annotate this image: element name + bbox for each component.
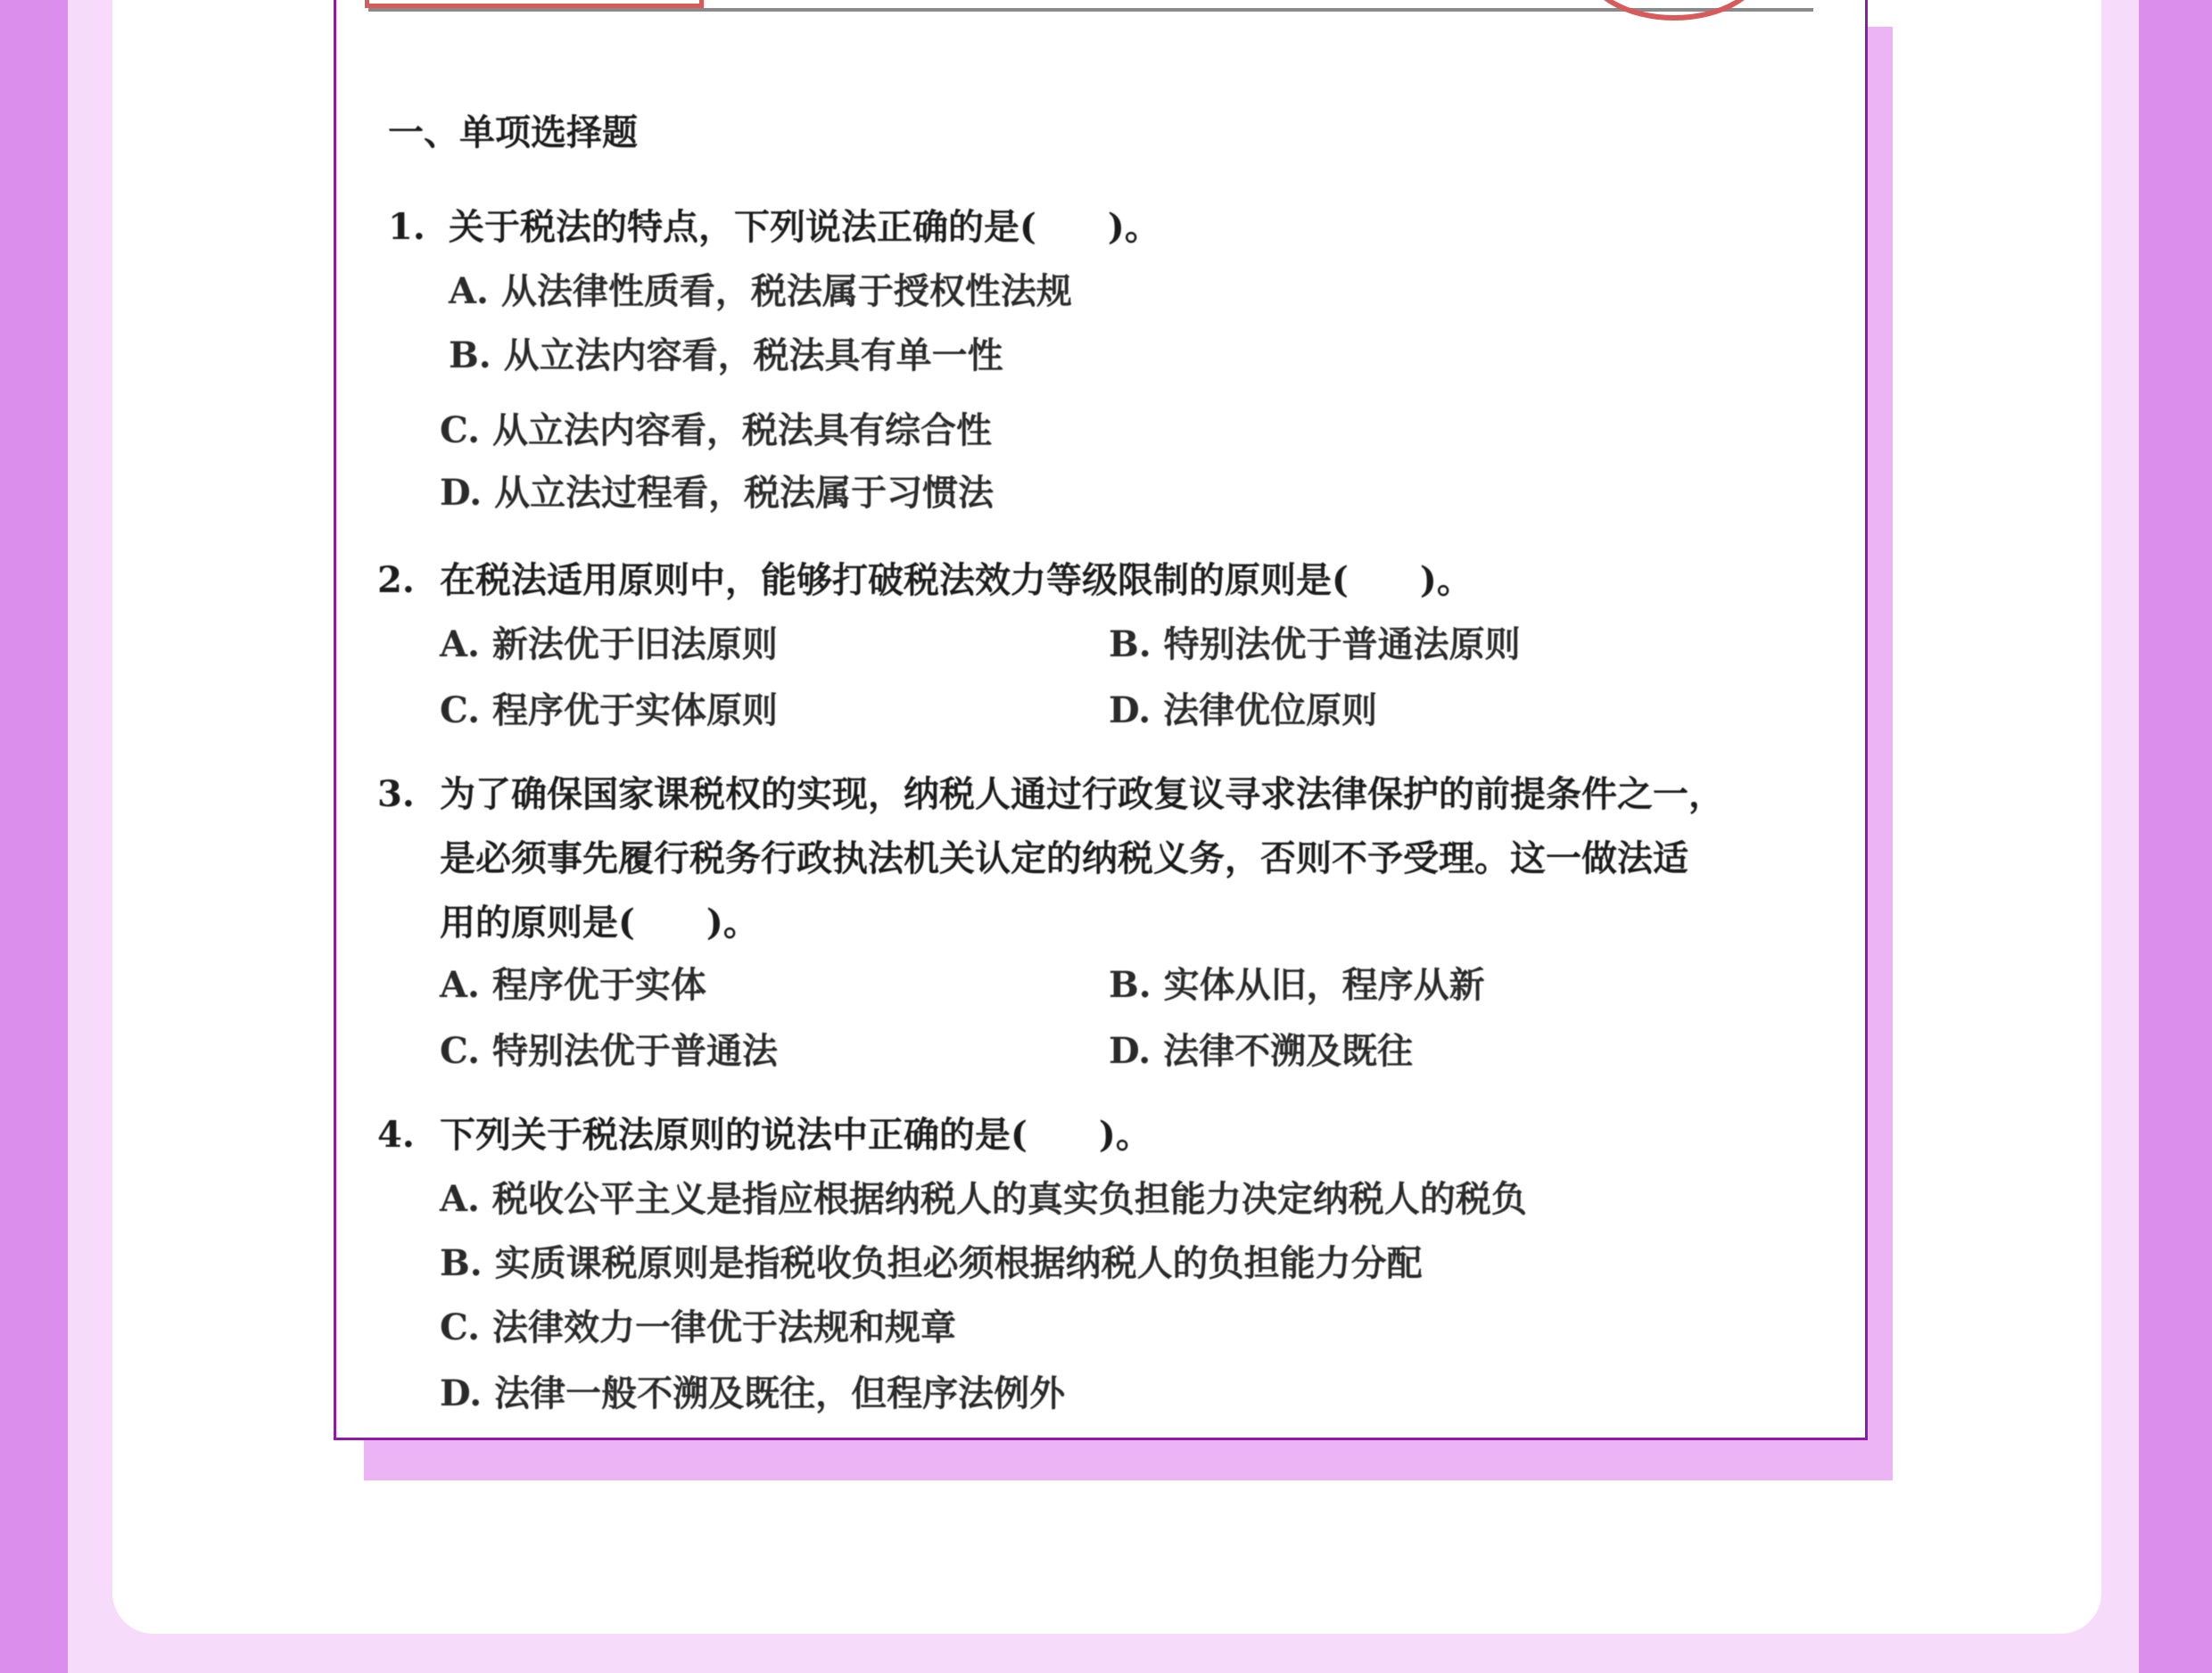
question-number: 2. bbox=[377, 559, 415, 601]
question-number: 1. bbox=[388, 206, 425, 248]
question-stem: 为了确保国家课税权的实现，纳税人通过行政复议寻求法律保护的前提条件之一， bbox=[440, 773, 1724, 815]
question-option: B. 实质课税原则是指税收负担必须根据纳税人的负担能力分配 bbox=[440, 1242, 1423, 1284]
question-option: B. 特别法优于普通法原则 bbox=[1109, 623, 1521, 665]
question-stem: 是必须事先履行税务行政执法机关认定的纳税义务，否则不予受理。这一做法适 bbox=[440, 837, 1688, 879]
question-option: D. 从立法过程看，税法属于习惯法 bbox=[440, 472, 995, 514]
question-number: 3. bbox=[377, 773, 415, 815]
question-option: A. 从法律性质看，税法属于授权性法规 bbox=[449, 270, 1072, 312]
question-option: A. 程序优于实体 bbox=[440, 964, 706, 1006]
question-stem: 下列关于税法原则的说法中正确的是( )。 bbox=[440, 1114, 1151, 1156]
question-option: C. 特别法优于普通法 bbox=[440, 1030, 778, 1072]
question-option: C. 从立法内容看，税法具有综合性 bbox=[440, 409, 992, 451]
question-option: D. 法律不溯及既往 bbox=[1109, 1030, 1414, 1072]
question-number: 4. bbox=[377, 1114, 415, 1156]
question-option: A. 新法优于旧法原则 bbox=[440, 623, 778, 665]
question-option: B. 从立法内容看，税法具有单一性 bbox=[449, 334, 1003, 376]
header-highlight-box bbox=[365, 0, 704, 8]
question-option: C. 程序优于实体原则 bbox=[440, 689, 778, 731]
question-option: C. 法律效力一律优于法规和规章 bbox=[440, 1306, 956, 1348]
question-stem: 在税法适用原则中，能够打破税法效力等级限制的原则是( )。 bbox=[440, 559, 1473, 601]
question-option: A. 税收公平主义是指应根据纳税人的真实负担能力决定纳税人的税负 bbox=[440, 1178, 1527, 1220]
question-stem: 用的原则是( )。 bbox=[440, 902, 759, 944]
question-option: D. 法律优位原则 bbox=[1109, 689, 1378, 731]
exam-document bbox=[334, 0, 1868, 1440]
question-stem: 关于税法的特点，下列说法正确的是( )。 bbox=[449, 206, 1160, 248]
section-title: 一、单项选择题 bbox=[388, 111, 638, 153]
question-option: D. 法律一般不溯及既往，但程序法例外 bbox=[440, 1372, 1066, 1414]
question-option: B. 实体从旧，程序从新 bbox=[1109, 964, 1485, 1006]
